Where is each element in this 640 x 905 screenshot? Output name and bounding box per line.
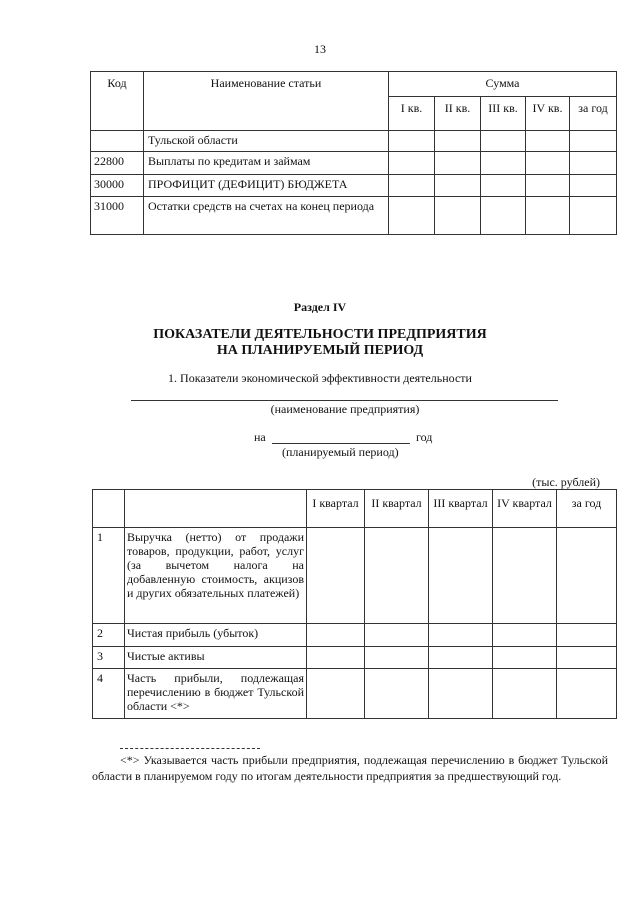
row-name: Часть прибыли, подлежащая перечислению в бюджет Тульской области <*> <box>125 669 307 719</box>
budget-table <box>90 71 617 235</box>
row-num: 4 <box>93 669 125 719</box>
header-q1: I кв. <box>389 97 435 131</box>
row-name: Выручка (нетто) от продажи товаров, продукции, работ, услуг (за вычетом налога на добавленную стоимость, акцизов и других обязательных платежей) <box>125 528 307 624</box>
row-name: Выплаты по кредитам и займам <box>144 152 389 175</box>
row-name: Остатки средств на счетах на конец периода <box>144 197 389 235</box>
units-label: (тыс. рублей) <box>532 475 600 489</box>
row-code: 30000 <box>91 175 144 197</box>
header-q4: IV квартал <box>493 490 557 528</box>
row-code: 22800 <box>91 152 144 175</box>
row-name: Тульской области <box>144 131 389 152</box>
header-sum: Сумма <box>389 72 617 97</box>
enterprise-name-line <box>131 400 558 401</box>
table-row <box>91 197 617 235</box>
footnote-separator <box>120 748 260 749</box>
header-q2: II кв. <box>435 97 481 131</box>
table-row <box>91 175 617 197</box>
footnote: <*> Указывается часть прибыли предприятия, подлежащая перечислению в бюджет Тульской области в планируемом году по итогам деятельности предприятия за предшествующий год. <box>92 753 608 783</box>
section-label: Раздел IV <box>293 300 347 314</box>
section-title-line1: ПОКАЗАТЕЛИ ДЕЯТЕЛЬНОСТИ ПРЕДПРИЯТИЯ <box>153 327 487 342</box>
table-row <box>93 647 617 669</box>
header-year: за год <box>557 490 617 528</box>
row-name: Чистая прибыль (убыток) <box>125 624 307 647</box>
row-num: 2 <box>93 624 125 647</box>
period-line <box>272 443 410 444</box>
header-q1: I квартал <box>307 490 365 528</box>
row-name: ПРОФИЦИТ (ДЕФИЦИТ) БЮДЖЕТА <box>144 175 389 197</box>
header-q2: II квартал <box>365 490 429 528</box>
row-num: 1 <box>93 528 125 624</box>
header-q3: III квартал <box>429 490 493 528</box>
row-name: Чистые активы <box>125 647 307 669</box>
header-name <box>125 490 307 528</box>
period-caption: (планируемый период) <box>282 445 399 459</box>
header-q3: III кв. <box>481 97 526 131</box>
subsection-title: 1. Показатели экономической эффективности деятельности <box>168 371 472 385</box>
table-row <box>93 528 617 624</box>
header-name: Наименование статьи <box>144 72 389 131</box>
header-code: Код <box>91 72 144 131</box>
row-num: 3 <box>93 647 125 669</box>
period-prefix: на <box>254 430 266 444</box>
page-number: 13 <box>314 42 326 56</box>
enterprise-caption: (наименование предприятия) <box>270 402 420 416</box>
section-title-line2: НА ПЛАНИРУЕМЫЙ ПЕРИОД <box>216 343 424 358</box>
header-year: за год <box>570 97 617 131</box>
section-title <box>0 327 640 359</box>
table-row <box>91 131 617 152</box>
row-code: 31000 <box>91 197 144 235</box>
row-code <box>91 131 144 152</box>
table-row <box>93 669 617 719</box>
header-q4: IV кв. <box>526 97 570 131</box>
table-row <box>93 624 617 647</box>
header-num <box>93 490 125 528</box>
table-row <box>91 152 617 175</box>
performance-table <box>92 489 617 719</box>
period-suffix: год <box>416 430 433 444</box>
